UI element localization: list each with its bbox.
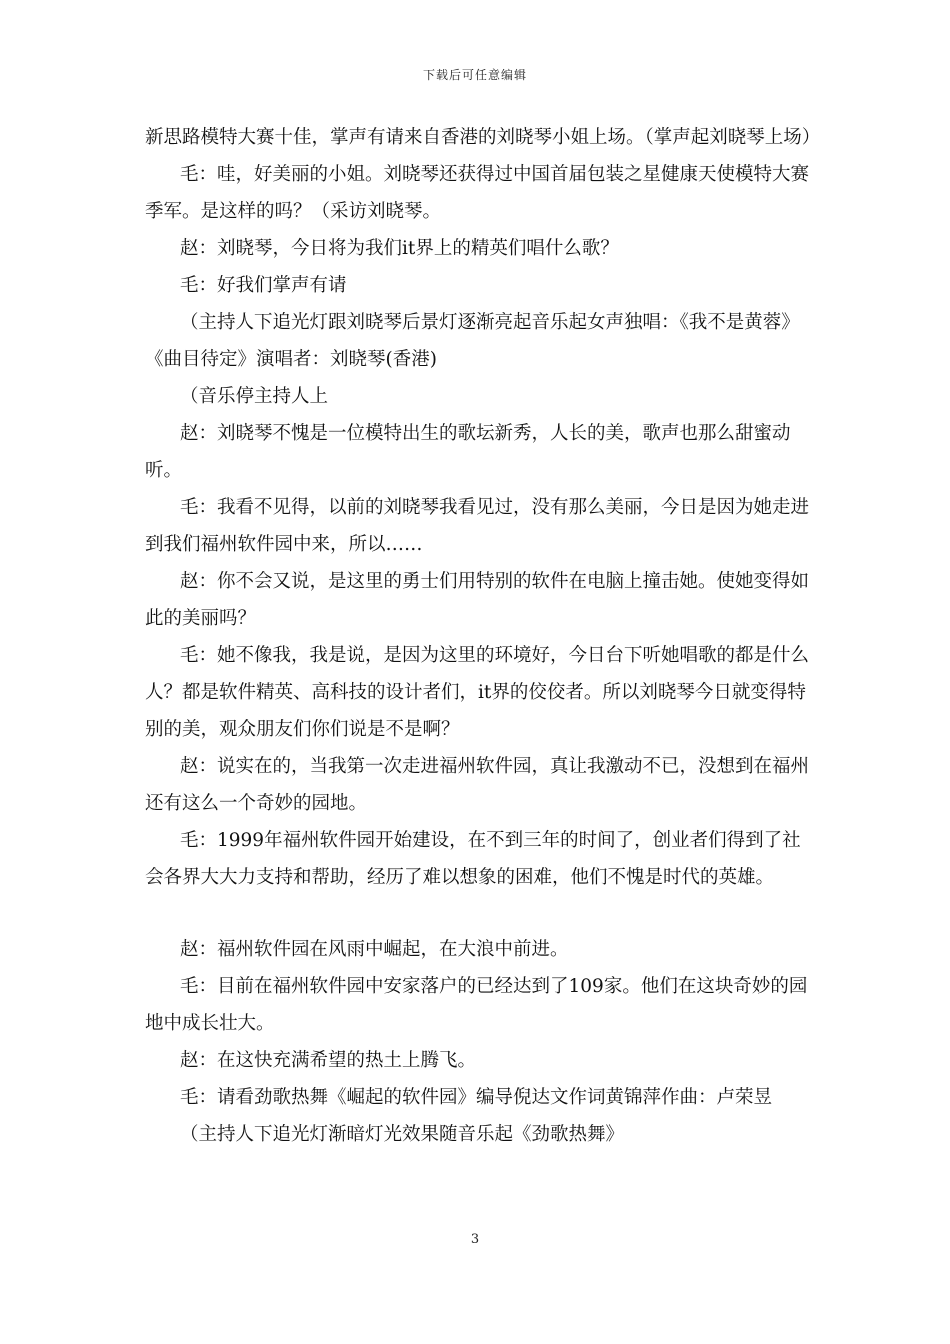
paragraph: 毛：好我们掌声有请 <box>180 275 347 296</box>
paragraph: 赵：在这快充满希望的热土上腾飞。 <box>180 1050 477 1071</box>
blank-line <box>145 896 817 931</box>
paragraph: 毛：我看不见得，以前的刘晓琴我看见过，没有那么美丽，今日是因为她走进到我们福州软件园中来，所以…… <box>145 497 810 555</box>
page-header: 下载后可任意编辑 <box>422 68 527 82</box>
paragraph: 毛：请看劲歌热舞《崛起的软件园》编导倪达文作词黄锦萍作曲：卢荣昱 <box>180 1087 773 1108</box>
document-body <box>145 119 821 1153</box>
paragraph: 毛：她不像我，我是说，是因为这里的环境好，今日台下听她唱歌的都是什么人？都是软件精英、高科技的设计者们，it界的佼佼者。所以刘晓琴今日就变得特别的美，观众朋友们你们说是不是啊？ <box>145 645 810 740</box>
paragraph: 赵：说实在的，当我第一次走进福州软件园，真让我激动不已，没想到在福州还有这么一个奇妙的园地。 <box>145 756 810 814</box>
page-number: 3 <box>470 1232 480 1247</box>
paragraph: 赵：刘晓琴不愧是一位模特出生的歌坛新秀，人长的美，歌声也那么甜蜜动听。 <box>145 423 791 481</box>
paragraph: （主持人下追光灯跟刘晓琴后景灯逐渐亮起音乐起女声独唱：《我不是黄蓉》《曲目待定》演唱者：刘晓琴(香港) <box>145 312 800 370</box>
paragraph: 新思路模特大赛十佳，掌声有请来自香港的刘晓琴小姐上场。（掌声起刘晓琴上场） <box>145 127 821 148</box>
paragraph: 赵：福州软件园在风雨中崛起，在大浪中前进。 <box>180 939 569 960</box>
paragraph: 毛：1999年福州软件园开始建设，在不到三年的时间了，创业者们得到了社会各界大大力支持和帮助，经历了难以想象的困难，他们不愧是时代的英雄。 <box>145 830 801 888</box>
paragraph: 毛：哇，好美丽的小姐。刘晓琴还获得过中国首届包装之星健康天使模特大赛季军。是这样的吗？（采访刘晓琴。 <box>145 164 810 222</box>
paragraph: 赵：你不会又说，是这里的勇士们用特别的软件在电脑上撞击她。使她变得如此的美丽吗？ <box>145 571 810 629</box>
paragraph: 赵：刘晓琴，今日将为我们it界上的精英们唱什么歌？ <box>180 238 619 259</box>
paragraph: 毛：目前在福州软件园中安家落户的已经达到了109家。他们在这块奇妙的园地中成长壮大。 <box>145 976 808 1034</box>
paragraph: （主持人下追光灯渐暗灯光效果随音乐起《劲歌热舞》 <box>180 1124 625 1145</box>
paragraph: （音乐停主持人上 <box>180 386 329 407</box>
